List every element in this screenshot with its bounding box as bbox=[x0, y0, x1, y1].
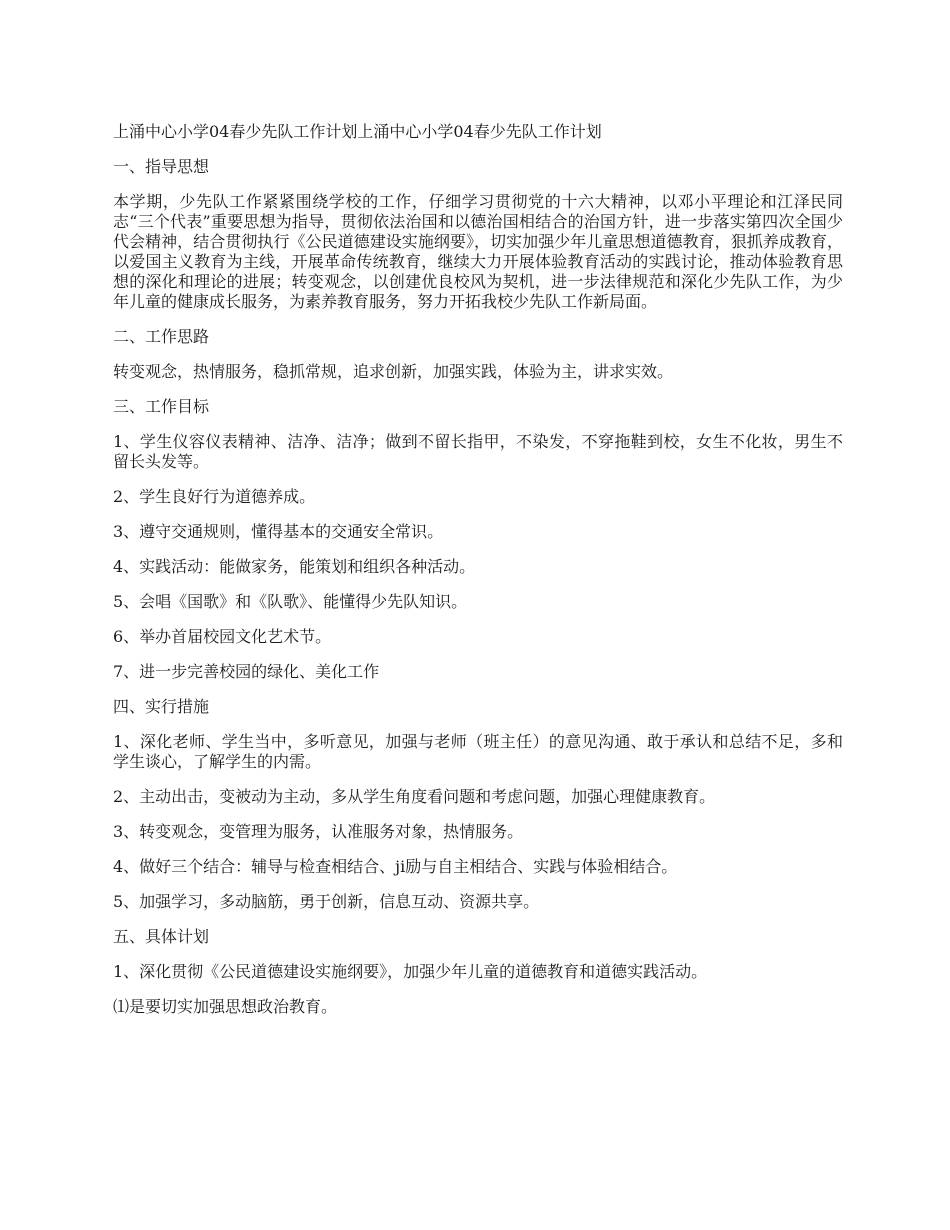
measure-item-1: 1、深化老师、学生当中，多听意见，加强与老师（班主任）的意见沟通、敢于承认和总结不足，多和学生谈心，了解学生的内需。 bbox=[113, 732, 843, 771]
goal-item-7: 7、进一步完善校园的绿化、美化工作 bbox=[113, 662, 380, 681]
document-title: 上涌中心小学04春少先队工作计划上涌中心小学04春少先队工作计划 bbox=[113, 122, 602, 141]
measure-item-5: 5、加强学习，多动脑筋，勇于创新，信息互动、资源共享。 bbox=[113, 892, 540, 911]
section-heading-specific-plan: 五、具体计划 bbox=[113, 927, 210, 946]
goal-item-4: 4、实践活动：能做家务，能策划和组织各种活动。 bbox=[113, 557, 476, 576]
measure-item-4: 4、做好三个结合：辅导与检查相结合、ji励与自主相结合、实践与体验相结合。 bbox=[113, 857, 678, 876]
goal-item-2: 2、学生良好行为道德养成。 bbox=[113, 487, 316, 506]
goal-item-3: 3、遵守交通规则，懂得基本的交通安全常识。 bbox=[113, 522, 444, 541]
goal-item-6: 6、举办首届校园文化艺术节。 bbox=[113, 627, 332, 646]
document-body bbox=[113, 122, 843, 1032]
paragraph-guiding-ideology: 本学期，少先队工作紧紧围绕学校的工作，仔细学习贯彻党的十六大精神，以邓小平理论和江泽民同志“三个代表”重要思想为指导，贯彻依法治国和以德治国相结合的治国方针，进一步落实第四次全国少代会精神，结合贯彻执行《公民道德建设实施纲要》，切实加强少年儿童思想道德教育，狠抓养成教育，以爱国主义教育为主线，开展革命传统教育，继续大力开展体验教育活动的实践讨论，推动体验教育思想的深化和理论的进展；转变观念，以创建优良校风为契机，进一步法律规范和深化少先队工作，为少年儿童的健康成长服务，为素养教育服务，努力开拓我校少先队工作新局面。 bbox=[113, 192, 843, 311]
section-heading-work-goals: 三、工作目标 bbox=[113, 397, 210, 416]
measure-item-2: 2、主动出击，变被动为主动，多从学生角度看问题和考虑问题，加强心理健康教育。 bbox=[113, 787, 716, 806]
section-heading-guiding-ideology: 一、指导思想 bbox=[113, 157, 210, 176]
section-heading-work-approach: 二、工作思路 bbox=[113, 327, 210, 346]
section-heading-measures: 四、实行措施 bbox=[113, 697, 210, 716]
goal-item-5: 5、会唱《国歌》和《队歌》、能懂得少先队知识。 bbox=[113, 592, 468, 611]
paragraph-work-approach: 转变观念，热情服务，稳抓常规，追求创新，加强实践，体验为主，讲求实效。 bbox=[113, 362, 674, 381]
goal-item-1: 1、学生仪容仪表精神、洁净、洁净；做到不留长指甲，不染发，不穿拖鞋到校，女生不化妆，男生不留长头发等。 bbox=[113, 432, 843, 471]
plan-item-1: 1、深化贯彻《公民道德建设实施纲要》，加强少年儿童的道德教育和道德实践活动。 bbox=[113, 962, 708, 981]
plan-subitem-1: ⑴是要切实加强思想政治教育。 bbox=[113, 997, 338, 1016]
measure-item-3: 3、转变观念，变管理为服务，认准服务对象，热情服务。 bbox=[113, 822, 524, 841]
